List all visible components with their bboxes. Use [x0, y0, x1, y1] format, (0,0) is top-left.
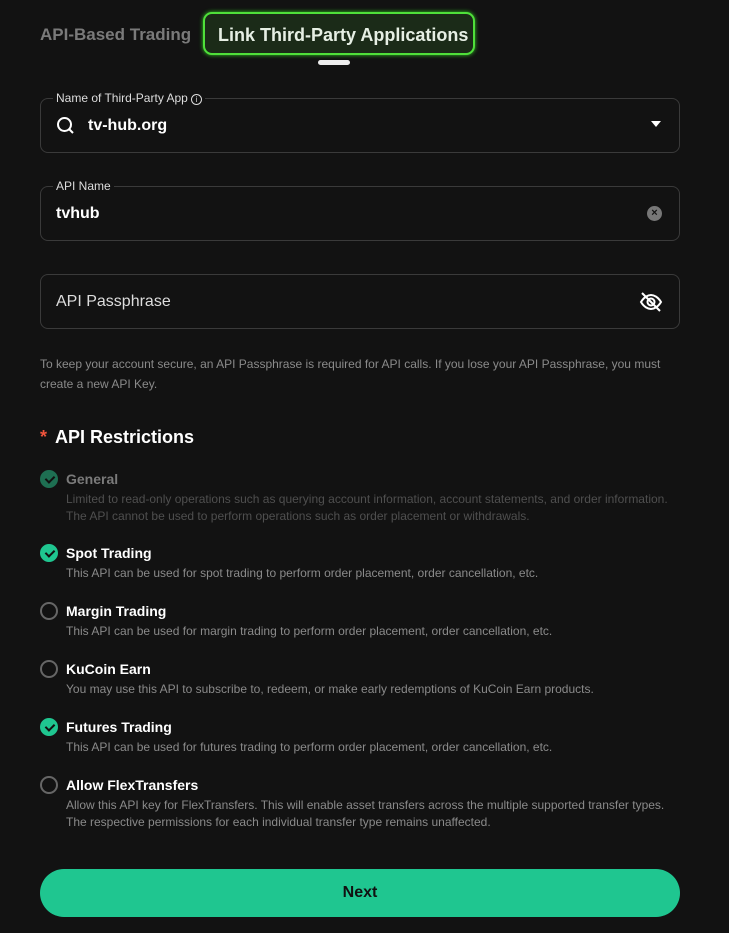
api-name-value: tvhub	[56, 205, 100, 222]
checkbox[interactable]	[40, 660, 58, 678]
restriction-margin-trading[interactable]: Margin Trading This API can be used for margin trading to perform order placement, order cancellation, etc.	[40, 601, 680, 640]
passphrase-placeholder: API Passphrase	[56, 293, 171, 310]
check-icon[interactable]	[40, 718, 58, 736]
check-icon[interactable]	[40, 544, 58, 562]
restrictions-title: * API Restrictions	[40, 427, 195, 447]
clear-icon[interactable]: ×	[647, 206, 662, 221]
caret-down-icon[interactable]	[651, 121, 661, 128]
checkbox[interactable]	[40, 602, 58, 620]
restriction-general: General Limited to read-only operations such as querying account information, account statements, and order information. The API cannot be used to perform operations such as order placement or withdrawals.	[40, 469, 680, 525]
field-label: Name of Third-Party App	[56, 91, 188, 105]
next-button[interactable]: Next	[40, 869, 680, 917]
field-label: API Name	[53, 179, 114, 193]
eye-off-icon[interactable]	[639, 291, 663, 313]
checkbox[interactable]	[40, 776, 58, 794]
restriction-spot-trading[interactable]: Spot Trading This API can be used for spot trading to perform order placement, order cancellation, etc.	[40, 543, 680, 582]
restriction-flextransfers[interactable]: Allow FlexTransfers Allow this API key for FlexTransfers. This will enable asset transfers across the multiple supported transfer types. The respective permissions for each individual transfer type remains unaffected.	[40, 775, 680, 831]
api-passphrase-field[interactable]	[40, 274, 680, 329]
restriction-kucoin-earn[interactable]: KuCoin Earn You may use this API to subscribe to, redeem, or make early redemptions of KuCoin Earn products.	[40, 659, 680, 698]
app-value: tv-hub.org	[88, 117, 168, 134]
info-icon[interactable]: i	[191, 94, 202, 105]
active-tab-indicator	[318, 60, 350, 65]
check-icon	[40, 470, 58, 488]
search-icon	[56, 116, 76, 136]
third-party-app-select[interactable]	[40, 91, 680, 153]
api-name-field[interactable]	[40, 179, 680, 241]
tab-link-third-party[interactable]: Link Third-Party Applications	[203, 12, 475, 55]
passphrase-note: To keep your account secure, an API Passphrase is required for API calls. If you lose your API Passphrase, you must create a new API Key.	[40, 357, 661, 391]
tab-api-based-trading[interactable]: API-Based Trading	[40, 25, 192, 44]
restriction-futures-trading[interactable]: Futures Trading This API can be used for futures trading to perform order placement, order cancellation, etc.	[40, 717, 680, 756]
